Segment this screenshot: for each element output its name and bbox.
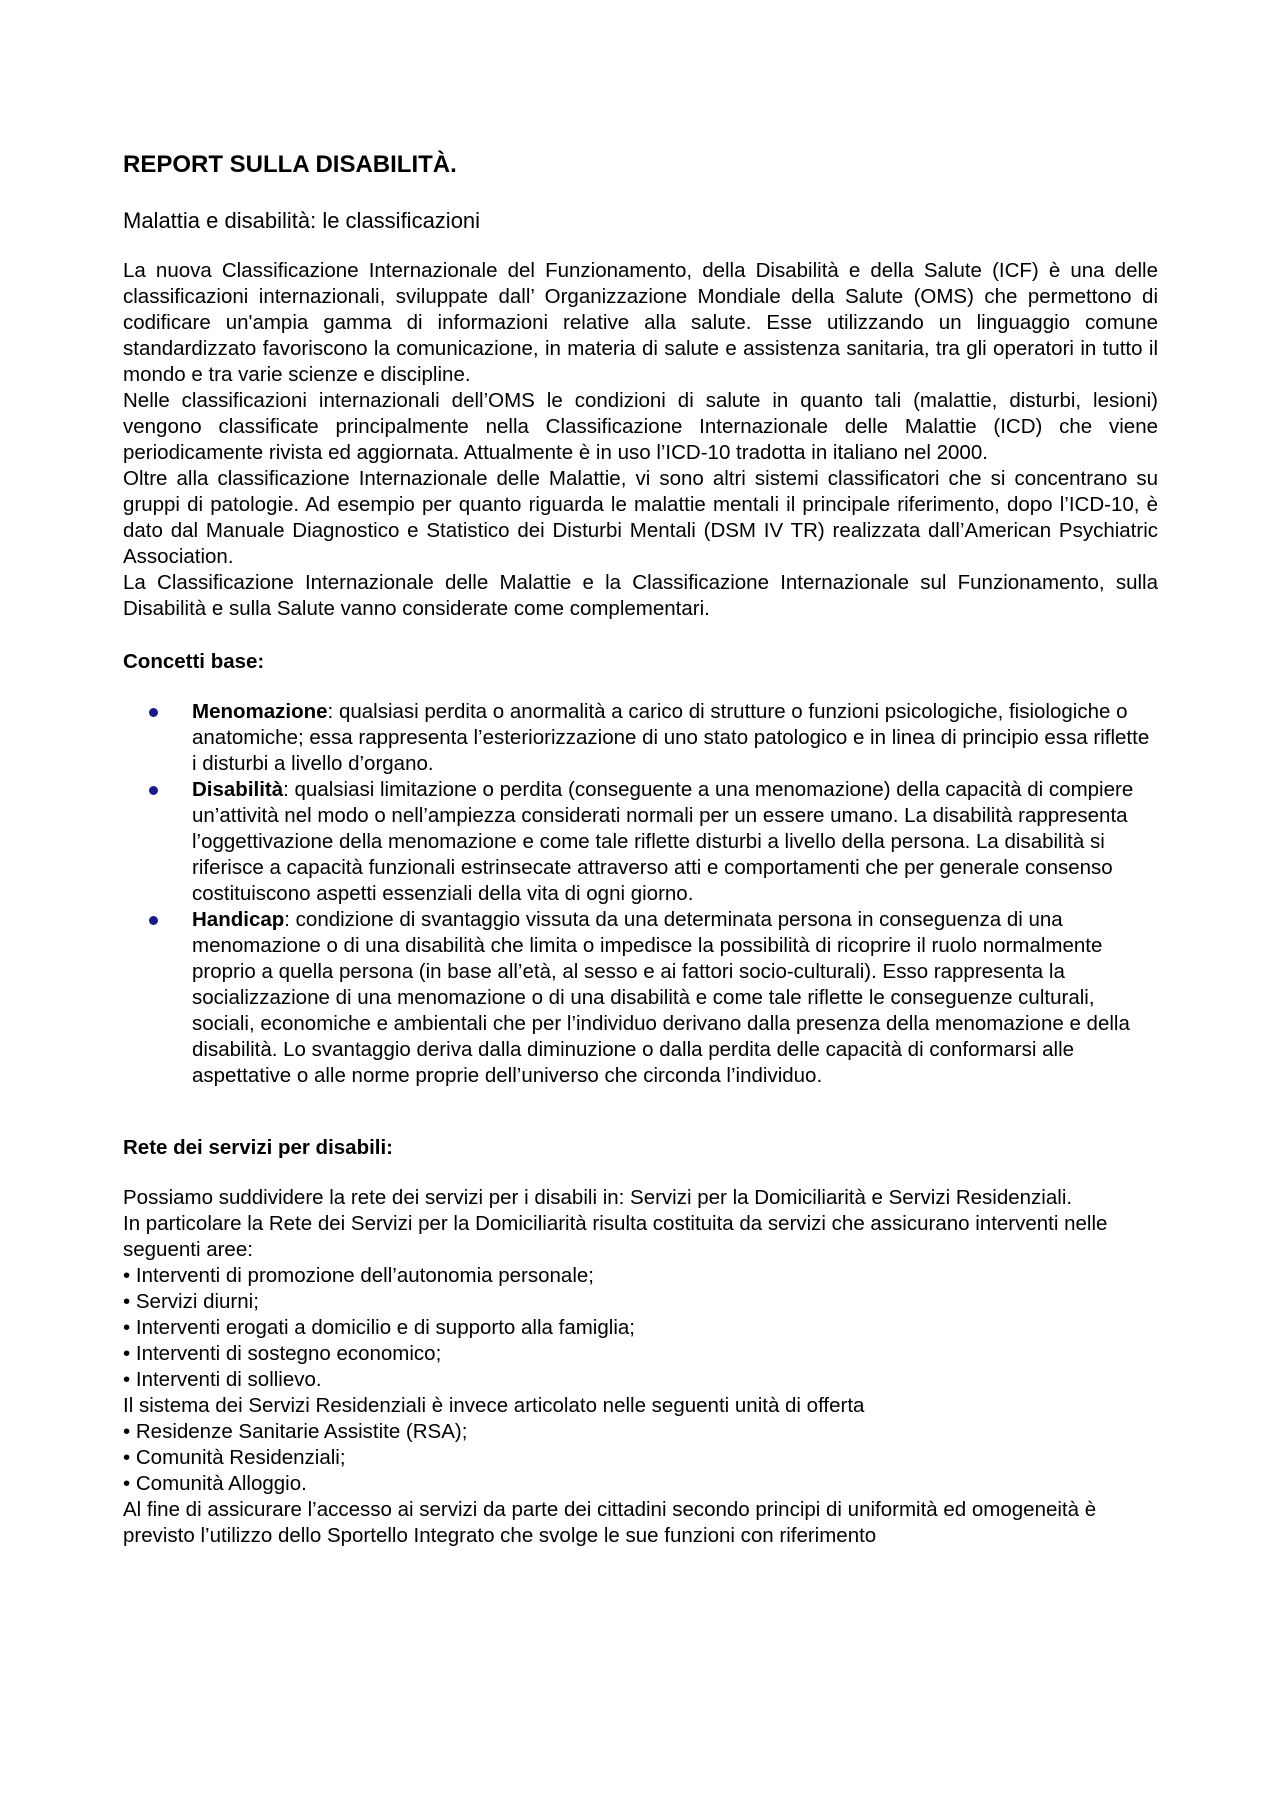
term-label: Handicap — [192, 908, 285, 931]
domiciliarita-list — [123, 1263, 1158, 1393]
document-body — [123, 150, 1158, 1549]
term-label: Disabilità — [192, 778, 284, 801]
paragraph: La nuova Classificazione Internazionale del Funzionamento, della Disabilità e della Salute (ICF) è una delle classificazioni internazionali, sviluppate dall’ Organizzazione Mondiale della Salute (OMS) che permettono di codificare un'ampia gamma di informazioni relative alla salute. Esse utilizzando un linguaggio comune standardizzato favoriscono la comunicazione, in materia di salute e assistenza sanitaria, tra gli operatori in tutto il mondo e tra varie scienze e discipline. — [123, 259, 1158, 386]
section-heading-concetti: Concetti base: — [123, 650, 265, 673]
list-item: • Residenze Sanitarie Assistite (RSA); — [123, 1420, 468, 1443]
classificazioni-text — [123, 258, 1158, 622]
list-item: • Comunità Residenziali; — [123, 1446, 346, 1469]
list-item — [123, 699, 1158, 777]
paragraph: In particolare la Rete dei Servizi per la Domiciliarità risulta costituita da servizi che assicurano interventi nelle seguenti aree: — [123, 1212, 1108, 1261]
paragraph: Oltre alla classificazione Internazionale delle Malattie, vi sono altri sistemi classificatori che si concentrano su gruppi di patologie. Ad esempio per quanto riguarda le malattie mentali il principale riferimento, dopo l’ICD-10, è dato dal Manuale Diagnostico e Statistico dei Disturbi Mentali (DSM IV TR) realizzata dall’American Psychiatric Association. — [123, 467, 1158, 568]
document-title: REPORT SULLA DISABILITÀ. — [123, 151, 457, 178]
term-definition: : qualsiasi limitazione o perdita (conseguente a una menomazione) della capacità di compiere un’attività nel modo o nell’ampiezza considerati normali per un essere umano. La disabilità rappresenta l’oggettivazione della menomazione e come tale riflette disturbi a livello della persona. La disabilità si riferisce a capacità funzionali estrinsecate attraverso atti e comportamenti che per generale consenso costituiscono aspetti essenziali della vita di ogni giorno. — [192, 778, 1134, 905]
rete-text — [123, 1185, 1158, 1549]
paragraph: Nelle classificazioni internazionali dell’OMS le condizioni di salute in quanto tali (malattie, disturbi, lesioni) vengono classificate principalmente nella Classificazione Internazionale delle Malattie (ICD) che viene periodicamente rivista ed aggiornata. Attualmente è in uso l’ICD-10 tradotta in italiano nel 2000. — [123, 389, 1158, 464]
bullet-dot-icon — [149, 916, 158, 925]
list-item: • Comunità Alloggio. — [123, 1472, 307, 1495]
list-item: • Interventi erogati a domicilio e di supporto alla famiglia; — [123, 1316, 635, 1339]
bullet-dot-icon — [149, 708, 158, 717]
paragraph: Al fine di assicurare l’accesso ai servizi da parte dei cittadini secondo principi di uniformità ed omogeneità è previsto l’utilizzo dello Sportello Integrato che svolge le sue funzioni con riferimento — [123, 1498, 1097, 1547]
bullet-dot-icon — [149, 786, 158, 795]
term-definition: : qualsiasi perdita o anormalità a carico di strutture o funzioni psicologiche, fisiologiche o anatomiche; essa rappresenta l’esteriorizzazione di uno stato patologico e in linea di principio essa riflette i disturbi a livello d’organo. — [192, 700, 1150, 775]
list-item: • Interventi di sostegno economico; — [123, 1342, 442, 1365]
list-item: • Interventi di promozione dell’autonomia personale; — [123, 1264, 594, 1287]
section-heading-classificazioni: Malattia e disabilità: le classificazioni — [123, 208, 481, 233]
term-label: Menomazione — [192, 700, 328, 723]
list-item — [123, 777, 1158, 907]
paragraph: Il sistema dei Servizi Residenziali è invece articolato nelle seguenti unità di offerta — [123, 1394, 865, 1417]
paragraph: Possiamo suddividere la rete dei servizi per i disabili in: Servizi per la Domiciliarità e Servizi Residenziali. — [123, 1186, 1073, 1209]
list-item — [123, 907, 1158, 1089]
paragraph: La Classificazione Internazionale delle Malattie e la Classificazione Internazionale sul Funzionamento, sulla Disabilità e sulla Salute vanno considerate come complementari. — [123, 571, 1158, 620]
section-heading-rete: Rete dei servizi per disabili: — [123, 1136, 394, 1159]
list-item: • Interventi di sollievo. — [123, 1368, 322, 1391]
list-item: • Servizi diurni; — [123, 1290, 259, 1313]
concetti-list — [123, 699, 1158, 1089]
residenziali-list — [123, 1419, 1158, 1497]
term-definition: : condizione di svantaggio vissuta da una determinata persona in conseguenza di una menomazione o di una disabilità che limita o impedisce la possibilità di ricoprire il ruolo normalmente proprio a quella persona (in base all’età, al sesso e ai fattori socio-culturali). Esso rappresenta la socializzazione di una menomazione o di una disabilità e come tale riflette le conseguenze culturali, sociali, economiche e ambientali che per l’individuo derivano dalla presenza della menomazione e della disabilità. Lo svantaggio deriva dalla diminuzione o dalla perdita delle capacità di conformarsi alle aspettative o alle norme proprie dell’universo che circonda l’individuo. — [192, 908, 1130, 1087]
